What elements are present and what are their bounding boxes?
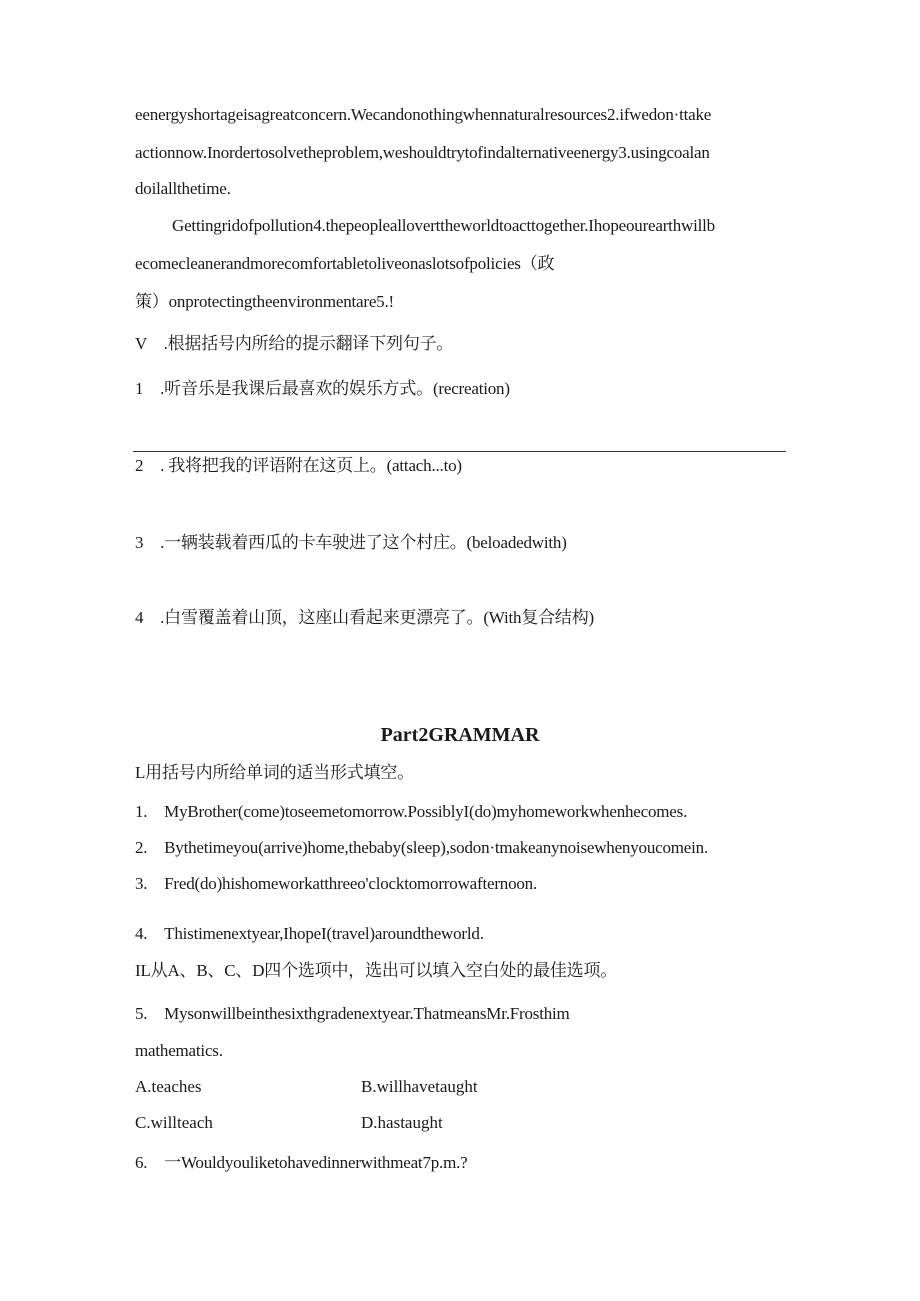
passage-line-4: Gettingridofpollution4.thepeoplealloverttheworldtoacttogether.Ihopeourearthwillb bbox=[172, 216, 715, 235]
option-a: A.teaches bbox=[135, 1077, 202, 1096]
grammar-question-1: 1. MyBrother(come)toseemetomorrow.PossiblyI(do)myhomeworkwhenhecomes. bbox=[135, 802, 688, 821]
option-b: B.willhavetaught bbox=[361, 1077, 478, 1096]
translate-question-4: 4 .白雪覆盖着山顶，这座山看起来更漂亮了。(With复合结构) bbox=[135, 608, 594, 627]
translate-question-3: 3 .一辆装载着西瓜的卡车驶进了这个村庄。(beloadedwith) bbox=[135, 533, 567, 552]
passage-line-6: 策）onprotectingtheenvironmentare5.! bbox=[135, 292, 394, 311]
section-5-title: V .根据括号内所给的提示翻译下列句子。 bbox=[135, 334, 454, 353]
translate-question-1: 1 .听音乐是我课后最喜欢的娱乐方式。(recreation) bbox=[135, 379, 510, 398]
passage-line-1: eenergyshortageisagreatconcern.Wecandonothingwhennaturalresources2.ifwedon·ttake bbox=[135, 105, 712, 124]
grammar-question-4: 4. Thistimenextyear,IhopeI(travel)aroundtheworld. bbox=[135, 924, 484, 943]
option-d: D.hastaught bbox=[361, 1113, 443, 1132]
translate-question-2: 2 . 我将把我的评语附在这页上。(attach...to) bbox=[135, 456, 462, 475]
option-c: C.willteach bbox=[135, 1113, 213, 1132]
grammar-question-2: 2. Bythetimeyou(arrive)home,thebaby(sleep),sodon·tmakeanynoisewhenyoucomein. bbox=[135, 838, 709, 857]
answer-line bbox=[133, 451, 786, 452]
grammar-section-2-title: IL从A、B、C、D四个选项中，选出可以填入空白处的最佳选项。 bbox=[135, 961, 618, 980]
passage-line-5: ecomecleanerandmorecomfortabletoliveonaslotsofpolicies（政 bbox=[135, 254, 555, 273]
grammar-question-3: 3. Fred(do)hishomeworkatthreeo'clocktomorrowafternoon. bbox=[135, 874, 538, 893]
passage-line-2: actionnow.Inordertosolvetheproblem,weshouldtrytofindalternativeenergy3.usingcoalan bbox=[135, 143, 710, 162]
passage-line-3: doilallthetime. bbox=[135, 179, 231, 198]
choice-question-5: 5. Mysonwillbeinthesixthgradenextyear.ThatmeansMr.Frosthim bbox=[135, 1004, 570, 1023]
choice-question-6: 6. 一Wouldyouliketohavedinnerwithmeat7p.m.? bbox=[135, 1153, 468, 1172]
grammar-section-1-title: L用括号内所给单词的适当形式填空。 bbox=[135, 763, 414, 782]
part-2-heading: Part2GRAMMAR bbox=[380, 724, 540, 746]
choice-question-5-continued: mathematics. bbox=[135, 1041, 223, 1060]
